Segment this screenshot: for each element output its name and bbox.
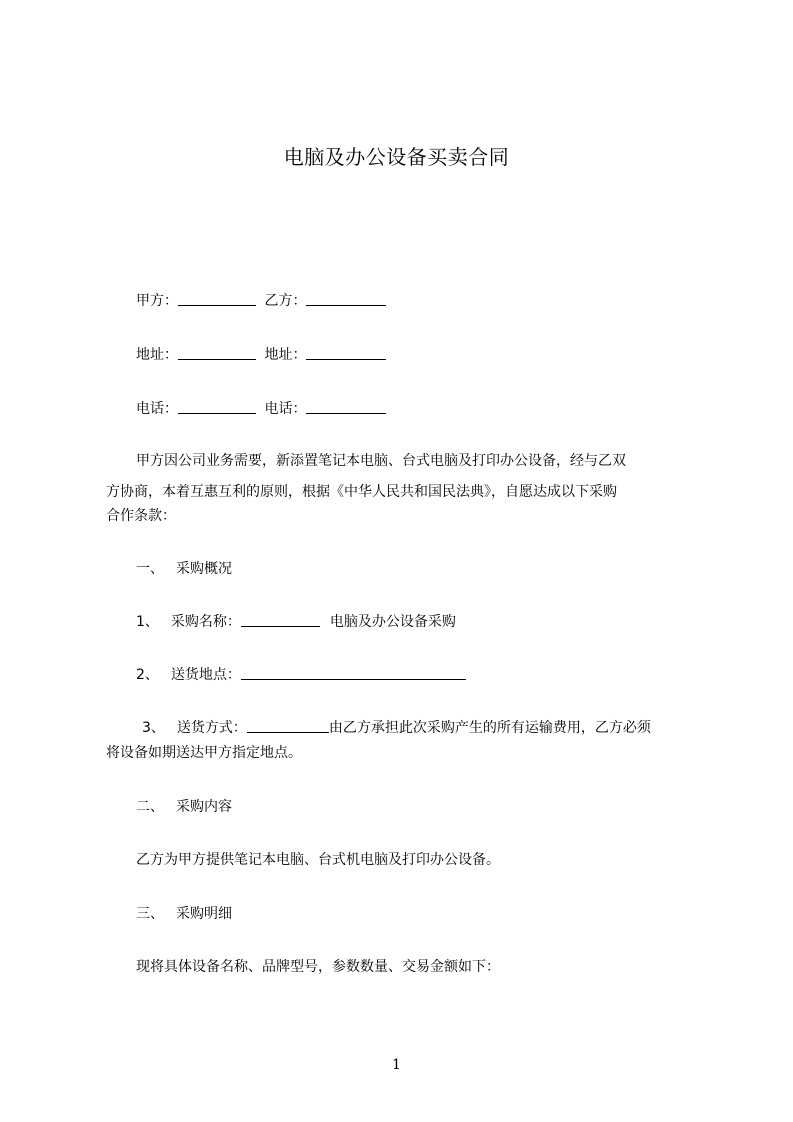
section-1-item-2 (136, 665, 466, 685)
address-line (136, 345, 386, 365)
party-b-blank (306, 291, 386, 306)
page-number: 1 (392, 1057, 401, 1073)
phone-b-label: 电话： (264, 401, 307, 417)
item-1-number: 1、 (136, 614, 159, 630)
address-a-blank (178, 345, 256, 360)
address-b-blank (306, 345, 386, 360)
item-3-label: 送货方式： (176, 720, 247, 736)
section-3-number: 三、 (136, 906, 164, 922)
section-3-heading (136, 904, 232, 924)
section-2-number: 二、 (136, 799, 164, 815)
item-1-value: 电脑及办公设备采购 (329, 614, 456, 630)
section-1-item-1 (136, 612, 456, 632)
item-3-number: 3、 (142, 720, 165, 736)
phone-line (136, 399, 386, 419)
section-1-heading (136, 559, 232, 579)
phone-a-blank (178, 399, 256, 414)
document-title: 电脑及办公设备买卖合同 (283, 145, 510, 169)
item-2-number: 2、 (136, 667, 159, 683)
section-1-title: 采购概况 (176, 561, 232, 577)
section-1-item-3 (142, 718, 651, 738)
section-1-item-3-cont: 将设备如期送达甲方指定地点。 (106, 745, 302, 761)
item-2-blank (241, 665, 466, 680)
party-a-blank (178, 291, 256, 306)
party-line (136, 291, 386, 311)
preamble-line-1: 甲方因公司业务需要，新添置笔记本电脑、台式电脑及打印办公设备，经与乙双 (136, 453, 626, 469)
phone-a-label: 电话： (136, 401, 178, 417)
item-1-label: 采购名称： (170, 614, 241, 630)
preamble-line-3: 合作条款： (106, 508, 176, 524)
address-b-label: 地址： (264, 347, 307, 363)
section-2-title: 采购内容 (176, 799, 232, 815)
section-1-number: 一、 (136, 561, 164, 577)
address-a-label: 地址： (136, 347, 178, 363)
phone-b-blank (306, 399, 386, 414)
party-b-label: 乙方： (264, 293, 307, 309)
item-1-blank (241, 612, 320, 627)
section-3-body: 现将具体设备名称、品牌型号，参数数量、交易金额如下： (136, 959, 500, 975)
section-3-title: 采购明细 (176, 906, 232, 922)
section-2-body: 乙方为甲方提供笔记本电脑、台式机电脑及打印办公设备。 (136, 852, 500, 868)
item-3-blank (247, 718, 329, 733)
item-2-label: 送货地点： (170, 667, 241, 683)
section-2-heading (136, 797, 232, 817)
item-3-text: 由乙方承担此次采购产生的所有运输费用，乙方必须 (328, 720, 651, 736)
preamble-line-2: 方协商，本着互惠互利的原则，根据《中华人民共和国民法典》，自愿达成以下采购 (106, 484, 617, 500)
party-a-label: 甲方： (136, 293, 178, 309)
